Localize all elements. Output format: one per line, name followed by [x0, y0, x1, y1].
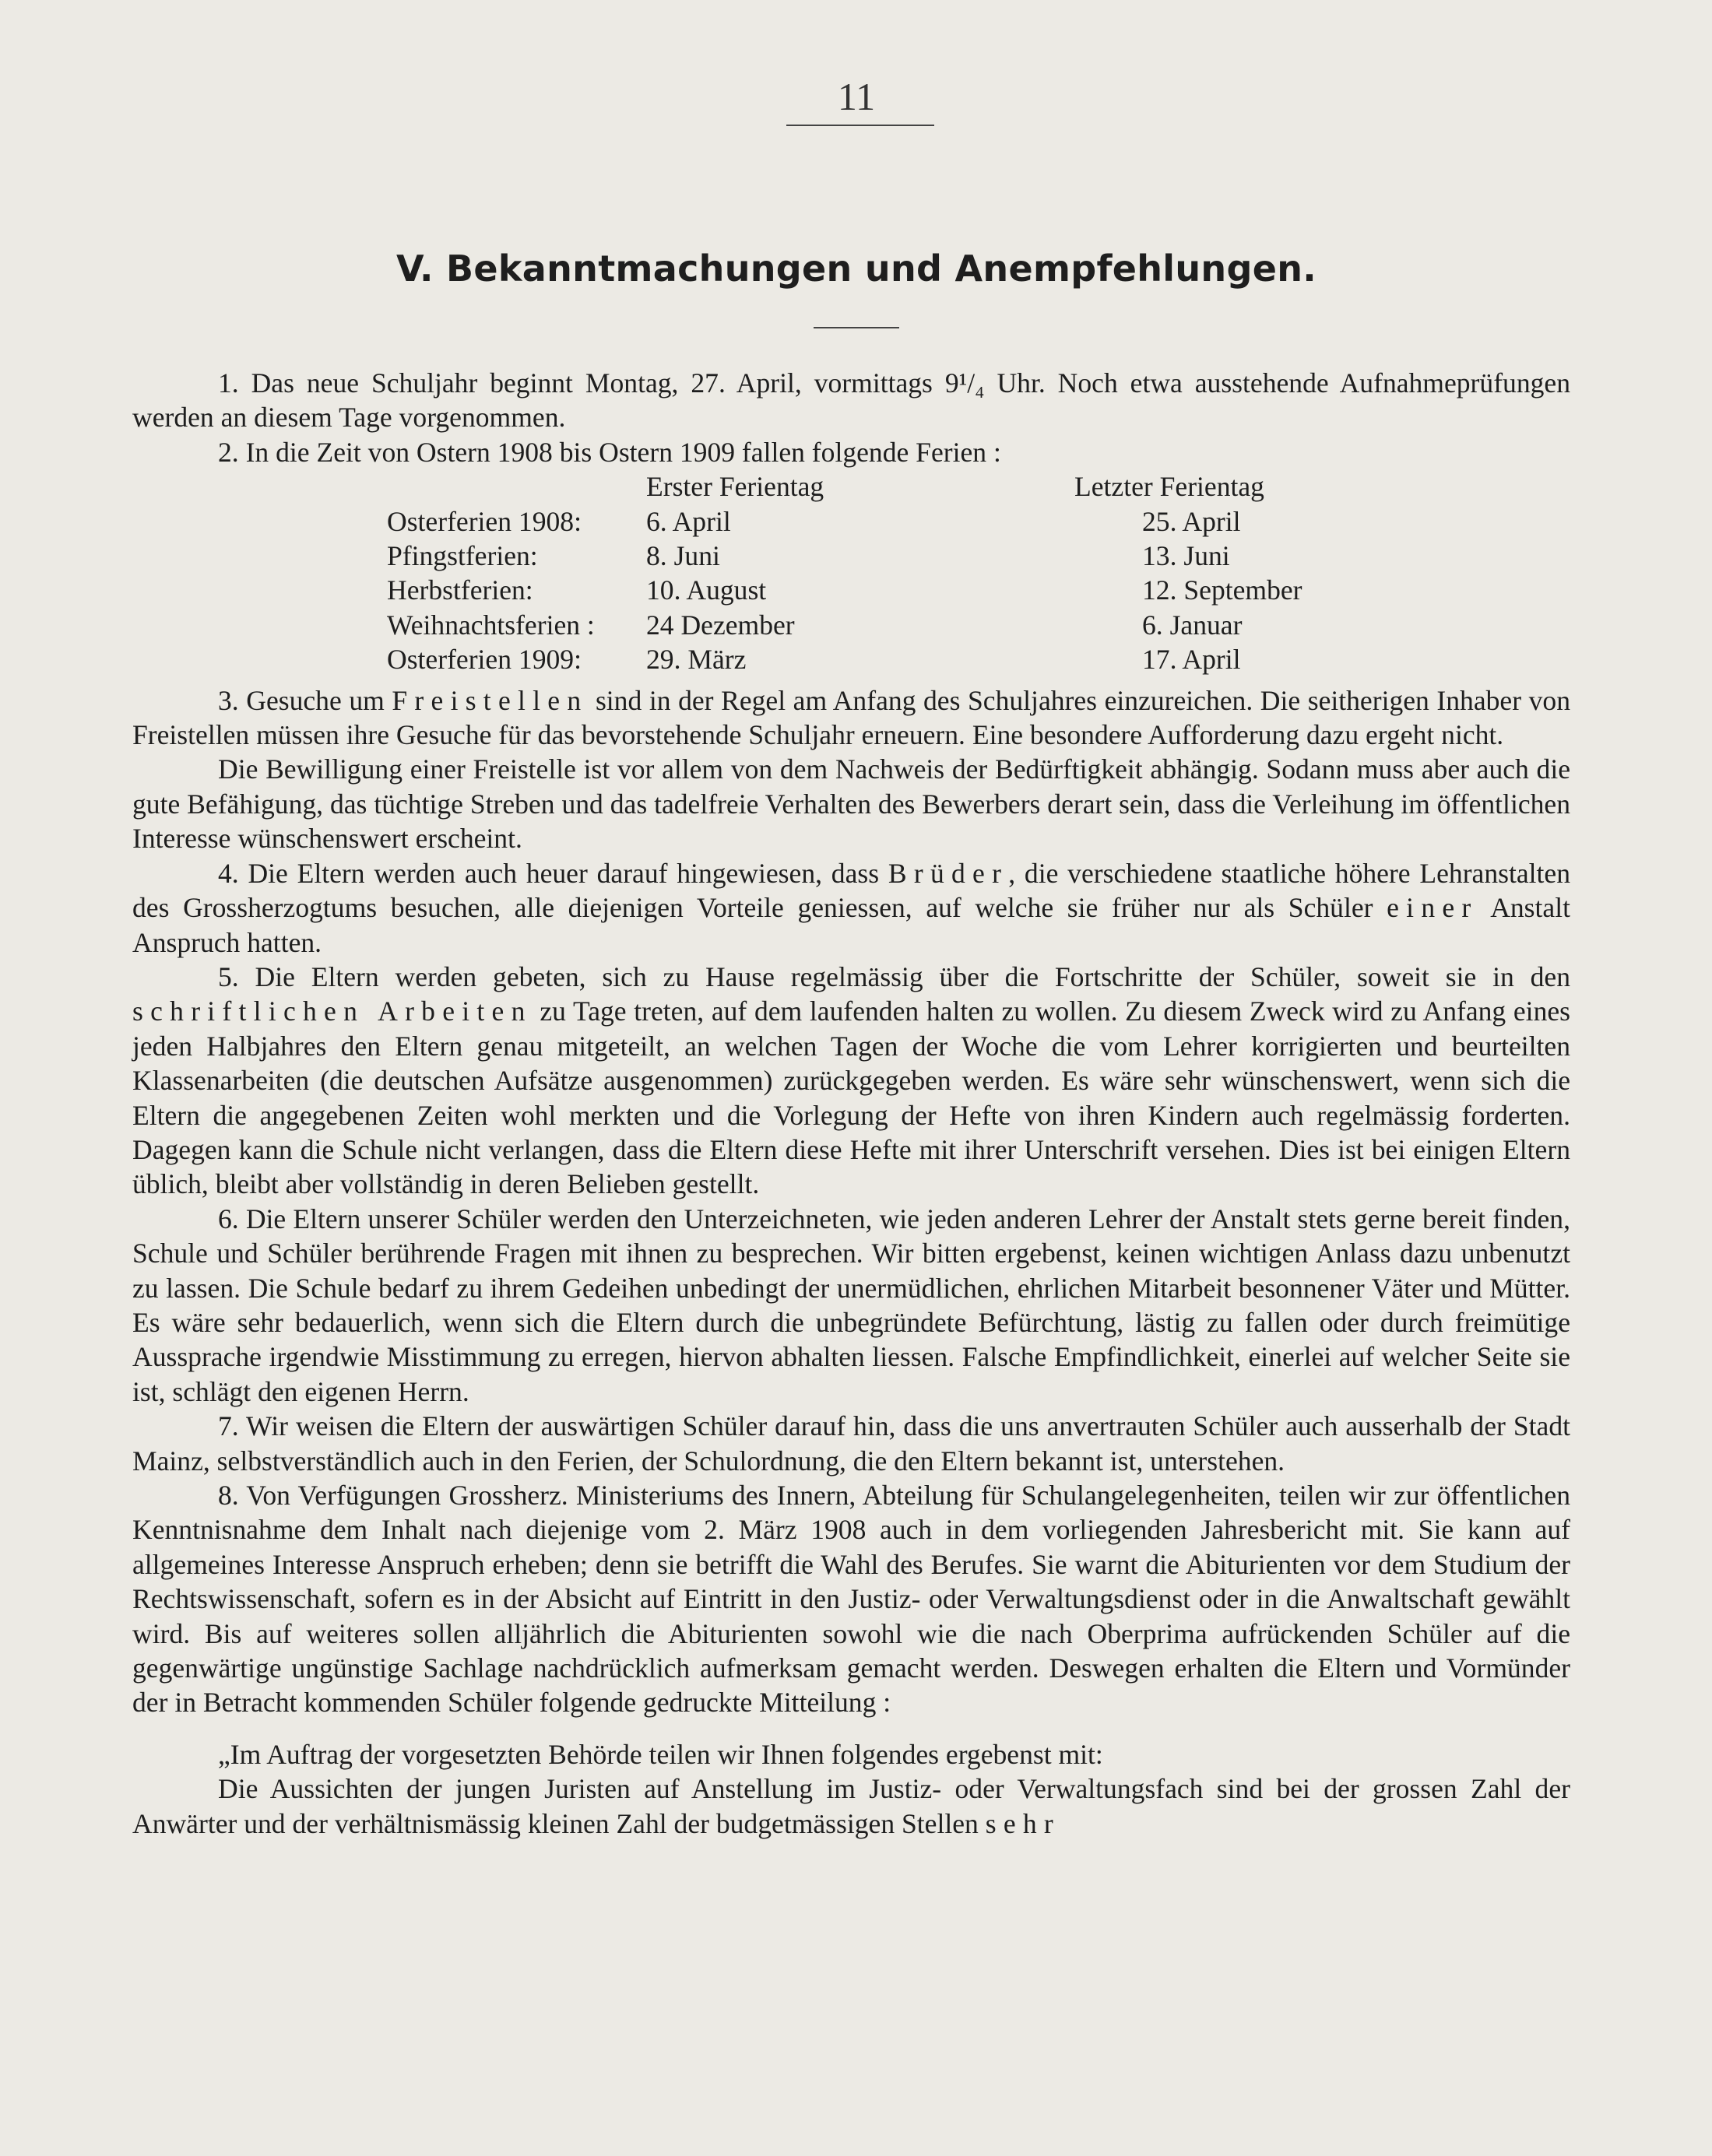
vacation-last-day: 25. April — [1142, 505, 1241, 537]
vacation-first-day: 8. Juni — [646, 540, 720, 572]
quote-body: Die Aussichten der jungen Juristen auf Anstellung im Justiz- oder Verwaltungsfach sind bei der grossen Zahl der Anwärter und der verhältnismässig kleinen Zahl der budgetmässigen Stellen sehr — [132, 1773, 1570, 1839]
paragraph-3: 3. Gesuche um Freistellen sind in der Regel am Anfang des Schuljahres einzureichen. Die seitherigen Inhaber von Freistellen müssen ihre Gesuche für das bevorstehende Schuljahr erneuern. Eine besondere Aufforderung dazu ergeht nicht. — [132, 684, 1570, 751]
emphasis-einer: einer — [1387, 892, 1478, 924]
vacation-last-day: 13. Juni — [1142, 540, 1230, 572]
top-divider — [786, 125, 934, 126]
emphasis-brueder: Brüder — [888, 857, 1009, 889]
vacation-table — [132, 469, 1302, 676]
paragraph-6: 6. Die Eltern unserer Schüler werden den Unterzeichneten, wie jeden anderen Lehrer der Anstalt stets gerne bereit finden, Schule und Schüler berührende Fragen mit ihnen zu besprechen. Wir bitten ergebenst, keinen wichtigen Anlass dazu unbenutzt zu lassen. Die Schule bedarf zu ihrem Gedeihen unbedingt der unermüdlichen, ehrlichen Mitarbeit besonnener Väter und Mütter. Es wäre sehr bedauerlich, wenn sich die Eltern durch die unbegründete Befürchtung, lästig zu fallen oder durch freimütige Aussprache irgendwie Misstimmung zu erregen, hiervon abhalten liessen. Falsche Empfindlichkeit, einerlei auf welcher Seite sie ist, schlägt den eigenen Herrn. — [132, 1203, 1570, 1407]
paragraph-8: 8. Von Verfügungen Grossherz. Ministeriums des Innern, Abteilung für Schulangelegenheiten, teilen wir zur öffentlichen Kenntnisnahme dem Inhalt nach diejenige vom 2. März 1908 auch in dem vorliegenden Jahresbericht mit. Sie kann auf allgemeines Interesse Anspruch erheben; denn sie betrifft die Wahl des Berufes. Sie warnt die Abiturienten vor dem Studium der Rechtswissenschaft, sofern es in der Absicht auf Eintritt in den Justiz- oder Verwaltungsdienst oder in die Anwaltschaft gewählt wird. Bis auf weiteres sollen alljährlich die Abiturienten sowohl wie die nach Oberprima aufrückenden Schüler auf die gegenwärtige ungünstige Sachlage nachdrücklich aufmerksam gemacht werden. Deswegen erhalten die Eltern und Vormünder der in Betracht kommenden Schüler folgende gedruckte Mitteilung : — [132, 1480, 1570, 1719]
paragraph-5: 5. Die Eltern werden gebeten, sich zu Hause regelmässig über die Fortschritte der Schüler, soweit sie in den schriftlichen Arbeiten zu Tage treten, auf dem laufenden halten zu wollen. Zu diesem Zweck wird zu Anfang eines jeden Halbjahres den Eltern genau mitgeteilt, an welchen Tagen der Woche die vom Lehrer korrigierten und beurteilten Klassenarbeiten (die deutschen Aufsätze ausgenommen) zurückgegeben werden. Es wäre sehr wünschenswert, wenn sich die Eltern die angegebenen Zeiten wohl merkten und die Vorlegung der Hefte von ihren Kindern auch regelmässig forderten. Dagegen kann die Schule nicht verlangen, dass die Eltern diese Hefte mit ihrer Unterschrift versehen. Dies ist bei einigen Eltern üblich, bleibt aber vollständig in deren Belieben gestellt. — [132, 960, 1570, 1200]
table-row — [132, 642, 1302, 676]
vacation-table-header — [132, 469, 1302, 504]
title-divider — [814, 327, 899, 328]
paragraph-7: 7. Wir weisen die Eltern der auswärtigen Schüler darauf hin, dass die uns anvertrauten Schüler auch ausserhalb der Stadt Mainz, selbstverständlich auch in den Ferien, der Schulordnung, die den Eltern bekannt ist, unterstehen. — [132, 1410, 1570, 1477]
emphasis-sehr: sehr — [985, 1807, 1061, 1839]
vacation-last-day: 6. Januar — [1142, 609, 1243, 641]
vacation-first-day: 6. April — [646, 505, 731, 537]
header-first-day: Erster Ferientag — [646, 471, 824, 503]
quote-intro: „Im Auftrag der vorgesetzten Behörde teilen wir Ihnen folgendes ergebenst mit: — [218, 1738, 1103, 1770]
vacation-name: Pfingstferien: — [387, 540, 538, 572]
table-row — [132, 608, 1302, 642]
table-row — [132, 573, 1302, 607]
table-row — [132, 539, 1302, 573]
emphasis-freistellen: Freistellen — [392, 684, 589, 716]
paragraph-4: 4. Die Eltern werden auch heuer darauf hingewiesen, dass Brüder, die verschiedene staatliche höhere Lehranstalten des Grossherzogtums besuchen, alle diejenigen Vorteile geniessen, auf welche sie früher nur als Schüler einer Anstalt Anspruch hatten. — [132, 857, 1570, 958]
table-row — [132, 504, 1302, 539]
vacation-name: Herbstferien: — [387, 574, 533, 606]
vacation-name: Weihnachtsferien : — [387, 609, 595, 641]
paragraph-1: 1. Das neue Schuljahr beginnt Montag, 27. April, vormittags 9¹/₄ Uhr. Noch etwa ausstehende Aufnahmeprüfungen werden an diesem Tage vorgenommen. — [132, 367, 1570, 434]
vacation-first-day: 29. März — [646, 644, 747, 676]
page-number: 11 — [837, 75, 876, 118]
section-title: V. Bekanntmachungen und Anempfehlungen. — [395, 248, 1317, 290]
vacation-name: Osterferien 1909: — [387, 644, 582, 676]
vacation-first-day: 10. August — [646, 574, 767, 606]
body-text — [132, 366, 1570, 1841]
vacation-name: Osterferien 1908: — [387, 505, 582, 537]
paragraph-2: 2. In die Zeit von Ostern 1908 bis Ostern 1909 fallen folgende Ferien : — [218, 436, 1001, 468]
paragraph-3-continued: Die Bewilligung einer Freistelle ist vor allem von dem Nachweis der Bedürftigkeit abhängig. Sodann muss aber auch die gute Befähigung, das tüchtige Streben und das tadelfreie Verhalten des Bewerbers derart sein, dass die Verleihung im öffentlichen Interesse wünschenswert erscheint. — [132, 753, 1570, 855]
vacation-last-day: 17. April — [1142, 644, 1241, 676]
header-last-day: Letzter Ferientag — [1074, 471, 1264, 503]
vacation-first-day: 24 Dezember — [646, 609, 795, 641]
emphasis-schriftlichen-arbeiten: schriftlichen Arbeiten — [132, 995, 533, 1027]
vacation-last-day: 12. September — [1142, 574, 1302, 606]
